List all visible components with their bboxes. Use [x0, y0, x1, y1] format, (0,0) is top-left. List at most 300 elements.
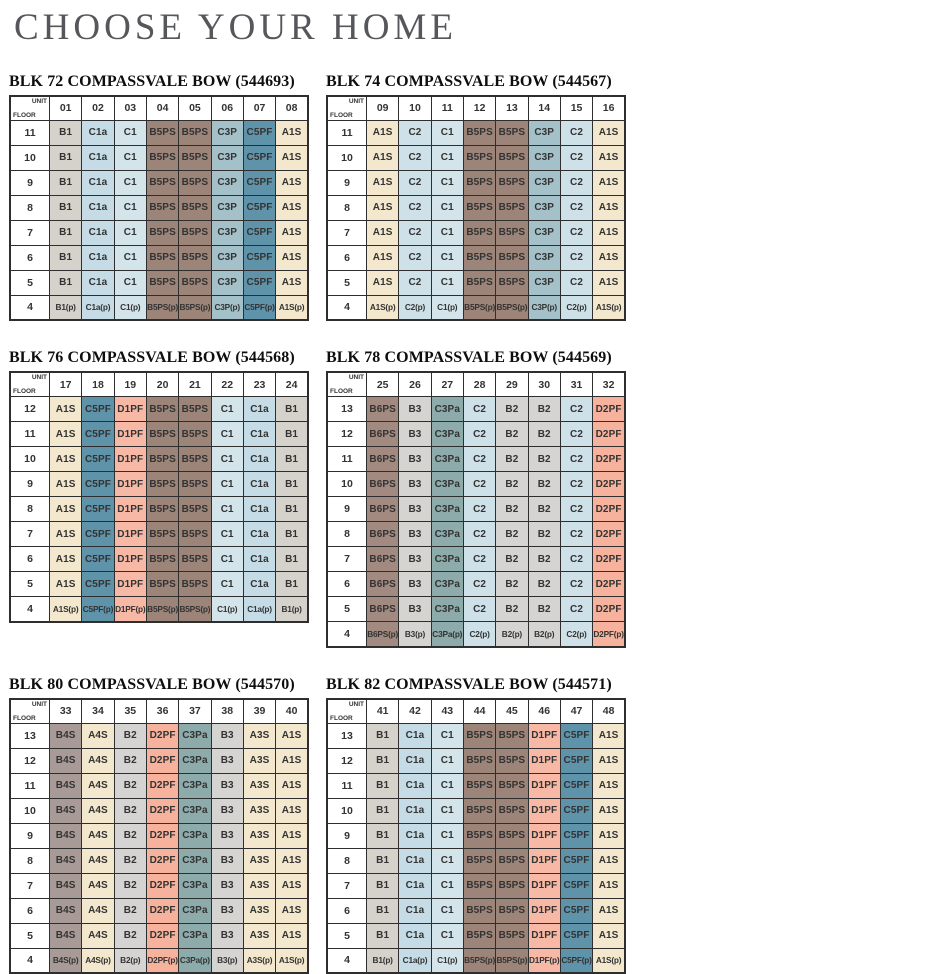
unit-cell[interactable]: C1a(p) — [82, 295, 114, 320]
unit-cell[interactable]: C1a — [243, 497, 275, 522]
unit-cell[interactable]: B2 — [528, 597, 560, 622]
unit-cell[interactable]: C1 — [114, 120, 146, 145]
unit-cell[interactable]: B2 — [114, 748, 146, 773]
unit-cell[interactable]: B2 — [114, 823, 146, 848]
unit-cell[interactable]: C1 — [431, 120, 463, 145]
unit-cell[interactable]: B5PS — [496, 245, 528, 270]
unit-cell[interactable]: C3Pa — [179, 773, 211, 798]
unit-cell[interactable]: B3 — [211, 723, 243, 748]
unit-cell[interactable]: B3 — [211, 748, 243, 773]
unit-cell[interactable]: B1 — [367, 898, 399, 923]
unit-cell[interactable]: B5PS — [463, 848, 495, 873]
unit-cell[interactable]: B1 — [367, 748, 399, 773]
unit-cell[interactable]: A4S — [82, 823, 114, 848]
unit-cell[interactable]: B2 — [114, 873, 146, 898]
unit-cell[interactable]: A1S — [367, 120, 399, 145]
unit-cell[interactable]: D1PF — [114, 472, 146, 497]
unit-cell[interactable]: C5PF — [243, 145, 275, 170]
unit-cell[interactable]: B3 — [211, 798, 243, 823]
unit-cell[interactable]: B1 — [50, 170, 82, 195]
unit-cell[interactable]: C5PF — [82, 572, 114, 597]
unit-cell[interactable]: B6PS — [367, 547, 399, 572]
unit-cell[interactable]: C3P(p) — [211, 295, 243, 320]
unit-cell[interactable]: C1 — [211, 522, 243, 547]
unit-cell[interactable]: B4S — [50, 923, 82, 948]
unit-cell[interactable]: B3 — [399, 447, 431, 472]
unit-cell[interactable]: C2 — [560, 120, 592, 145]
unit-cell[interactable]: B5PS — [496, 120, 528, 145]
unit-cell[interactable]: B5PS — [496, 195, 528, 220]
unit-cell[interactable]: C2 — [463, 597, 495, 622]
unit-cell[interactable]: C1 — [431, 748, 463, 773]
unit-cell[interactable]: A3S — [243, 898, 275, 923]
unit-cell[interactable]: B1 — [367, 798, 399, 823]
unit-cell[interactable]: B2 — [496, 472, 528, 497]
unit-cell[interactable]: A1S — [276, 823, 308, 848]
unit-cell[interactable]: D1PF(p) — [528, 948, 560, 973]
unit-cell[interactable]: D2PF — [593, 597, 625, 622]
unit-cell[interactable]: A1S — [276, 898, 308, 923]
unit-cell[interactable]: B1 — [276, 572, 308, 597]
unit-cell[interactable]: A1S — [276, 170, 308, 195]
unit-cell[interactable]: C5PF — [82, 522, 114, 547]
unit-cell[interactable]: C5PF(p) — [243, 295, 275, 320]
unit-cell[interactable]: C1a — [82, 220, 114, 245]
unit-cell[interactable]: B5PS — [179, 547, 211, 572]
unit-cell[interactable]: B5PS — [146, 195, 178, 220]
unit-cell[interactable]: B5PS — [179, 497, 211, 522]
unit-cell[interactable]: B2 — [528, 397, 560, 422]
unit-cell[interactable]: C3Pa — [431, 522, 463, 547]
unit-cell[interactable]: B6PS — [367, 397, 399, 422]
unit-cell[interactable]: A1S — [50, 472, 82, 497]
unit-cell[interactable]: B1 — [50, 245, 82, 270]
unit-cell[interactable]: D1PF(p) — [114, 597, 146, 622]
unit-cell[interactable]: B5PS — [179, 220, 211, 245]
unit-cell[interactable]: C1a — [399, 848, 431, 873]
unit-cell[interactable]: C2 — [560, 145, 592, 170]
unit-cell[interactable]: C1a — [399, 748, 431, 773]
unit-cell[interactable]: B5PS — [146, 270, 178, 295]
unit-cell[interactable]: C1a — [243, 397, 275, 422]
unit-cell[interactable]: C5PF — [560, 773, 592, 798]
unit-cell[interactable]: B5PS — [463, 723, 495, 748]
unit-cell[interactable]: B2 — [528, 472, 560, 497]
unit-cell[interactable]: A1S — [276, 873, 308, 898]
unit-cell[interactable]: A1S — [593, 723, 625, 748]
unit-cell[interactable]: A1S — [276, 120, 308, 145]
unit-cell[interactable]: B1 — [276, 497, 308, 522]
unit-cell[interactable]: C2 — [463, 397, 495, 422]
unit-cell[interactable]: C3Pa — [431, 422, 463, 447]
unit-cell[interactable]: A3S — [243, 798, 275, 823]
unit-cell[interactable]: C3Pa — [179, 923, 211, 948]
unit-cell[interactable]: C2 — [399, 120, 431, 145]
unit-cell[interactable]: B2 — [496, 597, 528, 622]
unit-cell[interactable]: C2 — [399, 170, 431, 195]
unit-cell[interactable]: B5PS(p) — [146, 295, 178, 320]
unit-cell[interactable]: B5PS — [463, 773, 495, 798]
unit-cell[interactable]: B3 — [399, 397, 431, 422]
unit-cell[interactable]: B3 — [211, 848, 243, 873]
unit-cell[interactable]: B5PS — [463, 145, 495, 170]
unit-cell[interactable]: C1 — [211, 447, 243, 472]
unit-cell[interactable]: C5PF — [243, 270, 275, 295]
unit-cell[interactable]: B5PS — [496, 798, 528, 823]
unit-cell[interactable]: C2 — [399, 220, 431, 245]
unit-cell[interactable]: B5PS — [463, 195, 495, 220]
unit-cell[interactable]: C2 — [560, 497, 592, 522]
unit-cell[interactable]: C1a — [82, 245, 114, 270]
unit-cell[interactable]: C5PF — [82, 422, 114, 447]
unit-cell[interactable]: B5PS — [146, 422, 178, 447]
unit-cell[interactable]: C3P — [528, 145, 560, 170]
unit-cell[interactable]: A1S — [367, 145, 399, 170]
unit-cell[interactable]: A4S — [82, 873, 114, 898]
unit-cell[interactable]: B1 — [367, 773, 399, 798]
unit-cell[interactable]: C3P — [211, 220, 243, 245]
unit-cell[interactable]: C1a — [82, 195, 114, 220]
unit-cell[interactable]: C3Pa — [431, 397, 463, 422]
unit-cell[interactable]: C1 — [431, 873, 463, 898]
unit-cell[interactable]: C2 — [399, 145, 431, 170]
unit-cell[interactable]: C1a — [399, 923, 431, 948]
unit-cell[interactable]: C2 — [560, 422, 592, 447]
unit-cell[interactable]: A1S(p) — [50, 597, 82, 622]
unit-cell[interactable]: A1S — [593, 270, 625, 295]
unit-cell[interactable]: D1PF — [528, 748, 560, 773]
unit-cell[interactable]: D2PF — [146, 773, 178, 798]
unit-cell[interactable]: D1PF — [528, 848, 560, 873]
unit-cell[interactable]: B5PS — [496, 848, 528, 873]
unit-cell[interactable]: C3Pa — [431, 597, 463, 622]
unit-cell[interactable]: B1 — [367, 723, 399, 748]
unit-cell[interactable]: A1S — [50, 397, 82, 422]
unit-cell[interactable]: C3Pa — [179, 848, 211, 873]
unit-cell[interactable]: A1S(p) — [593, 948, 625, 973]
unit-cell[interactable]: D1PF — [528, 823, 560, 848]
unit-cell[interactable]: C2 — [463, 547, 495, 572]
unit-cell[interactable]: B2 — [496, 447, 528, 472]
unit-cell[interactable]: C1 — [431, 898, 463, 923]
unit-cell[interactable]: B3 — [211, 873, 243, 898]
unit-cell[interactable]: D1PF — [528, 723, 560, 748]
unit-cell[interactable]: C3Pa — [179, 723, 211, 748]
unit-cell[interactable]: B1 — [367, 873, 399, 898]
unit-cell[interactable]: B5PS — [496, 773, 528, 798]
unit-cell[interactable]: C2 — [463, 522, 495, 547]
unit-cell[interactable]: B5PS — [179, 572, 211, 597]
unit-cell[interactable]: B1 — [367, 923, 399, 948]
unit-cell[interactable]: D1PF — [114, 522, 146, 547]
unit-cell[interactable]: B2 — [496, 522, 528, 547]
unit-cell[interactable]: B5PS — [179, 422, 211, 447]
unit-cell[interactable]: C2(p) — [399, 295, 431, 320]
unit-cell[interactable]: C1a — [399, 873, 431, 898]
unit-cell[interactable]: B1 — [367, 823, 399, 848]
unit-cell[interactable]: B2 — [528, 547, 560, 572]
unit-cell[interactable]: C2 — [399, 195, 431, 220]
unit-cell[interactable]: C1(p) — [211, 597, 243, 622]
unit-cell[interactable]: D2PF — [593, 547, 625, 572]
unit-cell[interactable]: B3 — [399, 547, 431, 572]
unit-cell[interactable]: C5PF — [243, 195, 275, 220]
unit-cell[interactable]: C1 — [431, 798, 463, 823]
unit-cell[interactable]: B2 — [114, 898, 146, 923]
unit-cell[interactable]: C1 — [431, 848, 463, 873]
unit-cell[interactable]: A1S(p) — [276, 295, 308, 320]
unit-cell[interactable]: C5PF — [243, 120, 275, 145]
unit-cell[interactable]: C2 — [560, 270, 592, 295]
unit-cell[interactable]: C1 — [211, 397, 243, 422]
unit-cell[interactable]: D1PF — [528, 873, 560, 898]
unit-cell[interactable]: B5PS — [179, 195, 211, 220]
unit-cell[interactable]: B6PS — [367, 572, 399, 597]
unit-cell[interactable]: C5PF — [82, 447, 114, 472]
unit-cell[interactable]: D1PF — [114, 572, 146, 597]
unit-cell[interactable]: B5PS — [146, 397, 178, 422]
unit-cell[interactable]: C1 — [431, 170, 463, 195]
unit-cell[interactable]: B5PS(p) — [179, 597, 211, 622]
unit-cell[interactable]: B5PS(p) — [463, 948, 495, 973]
unit-cell[interactable]: A4S — [82, 923, 114, 948]
unit-cell[interactable]: C5PF — [560, 723, 592, 748]
unit-cell[interactable]: C1 — [431, 823, 463, 848]
unit-cell[interactable]: C3P — [528, 245, 560, 270]
unit-cell[interactable]: C5PF — [560, 823, 592, 848]
unit-cell[interactable]: C2 — [463, 497, 495, 522]
unit-cell[interactable]: C2 — [399, 270, 431, 295]
unit-cell[interactable]: C1 — [431, 195, 463, 220]
unit-cell[interactable]: B5PS — [463, 245, 495, 270]
unit-cell[interactable]: B5PS — [146, 220, 178, 245]
unit-cell[interactable]: B5PS — [146, 472, 178, 497]
unit-cell[interactable]: C5PF — [243, 245, 275, 270]
unit-cell[interactable]: D2PF — [146, 923, 178, 948]
unit-cell[interactable]: A1S — [50, 572, 82, 597]
unit-cell[interactable]: D2PF(p) — [593, 622, 625, 647]
unit-cell[interactable]: B1 — [276, 522, 308, 547]
unit-cell[interactable]: C3Pa(p) — [431, 622, 463, 647]
unit-cell[interactable]: C3P — [528, 195, 560, 220]
unit-cell[interactable]: B5PS(p) — [496, 295, 528, 320]
unit-cell[interactable]: B6PS — [367, 422, 399, 447]
unit-cell[interactable]: B2(p) — [114, 948, 146, 973]
unit-cell[interactable]: A3S — [243, 923, 275, 948]
unit-cell[interactable]: A1S — [50, 422, 82, 447]
unit-cell[interactable]: C1 — [431, 245, 463, 270]
unit-cell[interactable]: B5PS — [463, 823, 495, 848]
unit-cell[interactable]: D2PF — [593, 472, 625, 497]
unit-cell[interactable]: C1a — [243, 522, 275, 547]
unit-cell[interactable]: C5PF — [243, 170, 275, 195]
unit-cell[interactable]: D2PF — [593, 572, 625, 597]
unit-cell[interactable]: A1S — [276, 723, 308, 748]
unit-cell[interactable]: C1 — [431, 220, 463, 245]
unit-cell[interactable]: C2 — [560, 572, 592, 597]
unit-cell[interactable]: B1(p) — [50, 295, 82, 320]
unit-cell[interactable]: D1PF — [528, 898, 560, 923]
unit-cell[interactable]: B2(p) — [496, 622, 528, 647]
unit-cell[interactable]: A1S — [367, 170, 399, 195]
unit-cell[interactable]: B1(p) — [367, 948, 399, 973]
unit-cell[interactable]: B2 — [114, 923, 146, 948]
unit-cell[interactable]: B5PS — [463, 120, 495, 145]
unit-cell[interactable]: B5PS — [463, 220, 495, 245]
unit-cell[interactable]: B5PS — [463, 923, 495, 948]
unit-cell[interactable]: B4S — [50, 873, 82, 898]
unit-cell[interactable]: C1a(p) — [399, 948, 431, 973]
unit-cell[interactable]: A1S — [276, 798, 308, 823]
unit-cell[interactable]: A4S — [82, 898, 114, 923]
unit-cell[interactable]: A1S(p) — [593, 295, 625, 320]
unit-cell[interactable]: B4S — [50, 723, 82, 748]
unit-cell[interactable]: C1 — [211, 497, 243, 522]
unit-cell[interactable]: B6PS — [367, 597, 399, 622]
unit-cell[interactable]: D2PF — [146, 748, 178, 773]
unit-cell[interactable]: D1PF — [114, 422, 146, 447]
unit-cell[interactable]: B5PS — [496, 873, 528, 898]
unit-cell[interactable]: C3Pa(p) — [179, 948, 211, 973]
unit-cell[interactable]: C1 — [114, 170, 146, 195]
unit-cell[interactable]: C1a — [82, 145, 114, 170]
unit-cell[interactable]: C2 — [560, 170, 592, 195]
unit-cell[interactable]: C2 — [560, 547, 592, 572]
unit-cell[interactable]: B3(p) — [211, 948, 243, 973]
unit-cell[interactable]: B6PS(p) — [367, 622, 399, 647]
unit-cell[interactable]: B5PS — [146, 572, 178, 597]
unit-cell[interactable]: A1S — [593, 923, 625, 948]
unit-cell[interactable]: B6PS — [367, 447, 399, 472]
unit-cell[interactable]: D2PF — [593, 522, 625, 547]
unit-cell[interactable]: B2 — [528, 422, 560, 447]
unit-cell[interactable]: C3P — [528, 220, 560, 245]
unit-cell[interactable]: B5PS — [496, 145, 528, 170]
unit-cell[interactable]: C1 — [431, 145, 463, 170]
unit-cell[interactable]: B6PS — [367, 497, 399, 522]
unit-cell[interactable]: C1 — [114, 220, 146, 245]
unit-cell[interactable]: B5PS — [496, 270, 528, 295]
unit-cell[interactable]: C1a — [399, 723, 431, 748]
unit-cell[interactable]: A1S — [593, 823, 625, 848]
unit-cell[interactable]: B2 — [528, 572, 560, 597]
unit-cell[interactable]: C1(p) — [431, 295, 463, 320]
unit-cell[interactable]: B5PS — [496, 220, 528, 245]
unit-cell[interactable]: C3P — [211, 270, 243, 295]
unit-cell[interactable]: C1 — [211, 572, 243, 597]
unit-cell[interactable]: C1a — [399, 798, 431, 823]
unit-cell[interactable]: C1 — [211, 472, 243, 497]
unit-cell[interactable]: B3 — [399, 522, 431, 547]
unit-cell[interactable]: B5PS — [179, 397, 211, 422]
unit-cell[interactable]: C2 — [560, 597, 592, 622]
unit-cell[interactable]: B5PS — [146, 547, 178, 572]
unit-cell[interactable]: B5PS — [179, 270, 211, 295]
unit-cell[interactable]: C2 — [560, 397, 592, 422]
unit-cell[interactable]: C1(p) — [114, 295, 146, 320]
unit-cell[interactable]: A1S — [276, 748, 308, 773]
unit-cell[interactable]: B2 — [114, 723, 146, 748]
unit-cell[interactable]: C1a — [82, 170, 114, 195]
unit-cell[interactable]: B5PS — [179, 472, 211, 497]
unit-cell[interactable]: C3Pa — [431, 547, 463, 572]
unit-cell[interactable]: D2PF — [146, 873, 178, 898]
unit-cell[interactable]: A1S — [276, 270, 308, 295]
unit-cell[interactable]: C5PF — [560, 873, 592, 898]
unit-cell[interactable]: B6PS — [367, 472, 399, 497]
unit-cell[interactable]: C1 — [431, 270, 463, 295]
unit-cell[interactable]: C1a — [243, 472, 275, 497]
unit-cell[interactable]: C1 — [211, 422, 243, 447]
unit-cell[interactable]: C5PF(p) — [82, 597, 114, 622]
unit-cell[interactable]: B5PS — [463, 798, 495, 823]
unit-cell[interactable]: D2PF — [146, 798, 178, 823]
unit-cell[interactable]: C2 — [463, 472, 495, 497]
unit-cell[interactable]: A1S(p) — [276, 948, 308, 973]
unit-cell[interactable]: B3 — [399, 472, 431, 497]
unit-cell[interactable]: B1 — [50, 195, 82, 220]
unit-cell[interactable]: B1 — [50, 120, 82, 145]
unit-cell[interactable]: B4S — [50, 748, 82, 773]
unit-cell[interactable]: B3 — [211, 773, 243, 798]
unit-cell[interactable]: B5PS — [496, 748, 528, 773]
unit-cell[interactable]: D2PF — [146, 898, 178, 923]
unit-cell[interactable]: B3 — [211, 923, 243, 948]
unit-cell[interactable]: C2(p) — [560, 622, 592, 647]
unit-cell[interactable]: B2 — [496, 397, 528, 422]
unit-cell[interactable]: B2(p) — [528, 622, 560, 647]
unit-cell[interactable]: C3Pa — [431, 497, 463, 522]
unit-cell[interactable]: D1PF — [114, 397, 146, 422]
unit-cell[interactable]: C1(p) — [431, 948, 463, 973]
unit-cell[interactable]: C2 — [560, 245, 592, 270]
unit-cell[interactable]: B1 — [367, 848, 399, 873]
unit-cell[interactable]: B5PS — [146, 447, 178, 472]
unit-cell[interactable]: C3Pa — [431, 472, 463, 497]
unit-cell[interactable]: D2PF — [593, 497, 625, 522]
unit-cell[interactable]: A1S — [593, 798, 625, 823]
unit-cell[interactable]: A1S — [276, 145, 308, 170]
unit-cell[interactable]: A4S — [82, 723, 114, 748]
unit-cell[interactable]: D2PF — [146, 723, 178, 748]
unit-cell[interactable]: B5PS — [179, 145, 211, 170]
unit-cell[interactable]: B1 — [276, 547, 308, 572]
unit-cell[interactable]: B3 — [399, 422, 431, 447]
unit-cell[interactable]: B6PS — [367, 522, 399, 547]
unit-cell[interactable]: B5PS — [496, 923, 528, 948]
unit-cell[interactable]: C3P — [211, 245, 243, 270]
unit-cell[interactable]: D2PF — [146, 848, 178, 873]
unit-cell[interactable]: C5PF — [560, 748, 592, 773]
unit-cell[interactable]: B2 — [528, 447, 560, 472]
unit-cell[interactable]: A4S — [82, 748, 114, 773]
unit-cell[interactable]: B5PS — [463, 270, 495, 295]
unit-cell[interactable]: C3Pa — [179, 823, 211, 848]
unit-cell[interactable]: A4S(p) — [82, 948, 114, 973]
unit-cell[interactable]: B1 — [50, 145, 82, 170]
unit-cell[interactable]: B1(p) — [276, 597, 308, 622]
unit-cell[interactable]: A1S — [276, 220, 308, 245]
unit-cell[interactable]: C5PF — [82, 472, 114, 497]
unit-cell[interactable]: C1 — [211, 547, 243, 572]
unit-cell[interactable]: B5PS — [146, 245, 178, 270]
unit-cell[interactable]: C5PF — [82, 547, 114, 572]
unit-cell[interactable]: B2 — [114, 798, 146, 823]
unit-cell[interactable]: B5PS — [463, 748, 495, 773]
unit-cell[interactable]: C1a — [399, 823, 431, 848]
unit-cell[interactable]: C3Pa — [179, 898, 211, 923]
unit-cell[interactable]: D2PF — [593, 447, 625, 472]
